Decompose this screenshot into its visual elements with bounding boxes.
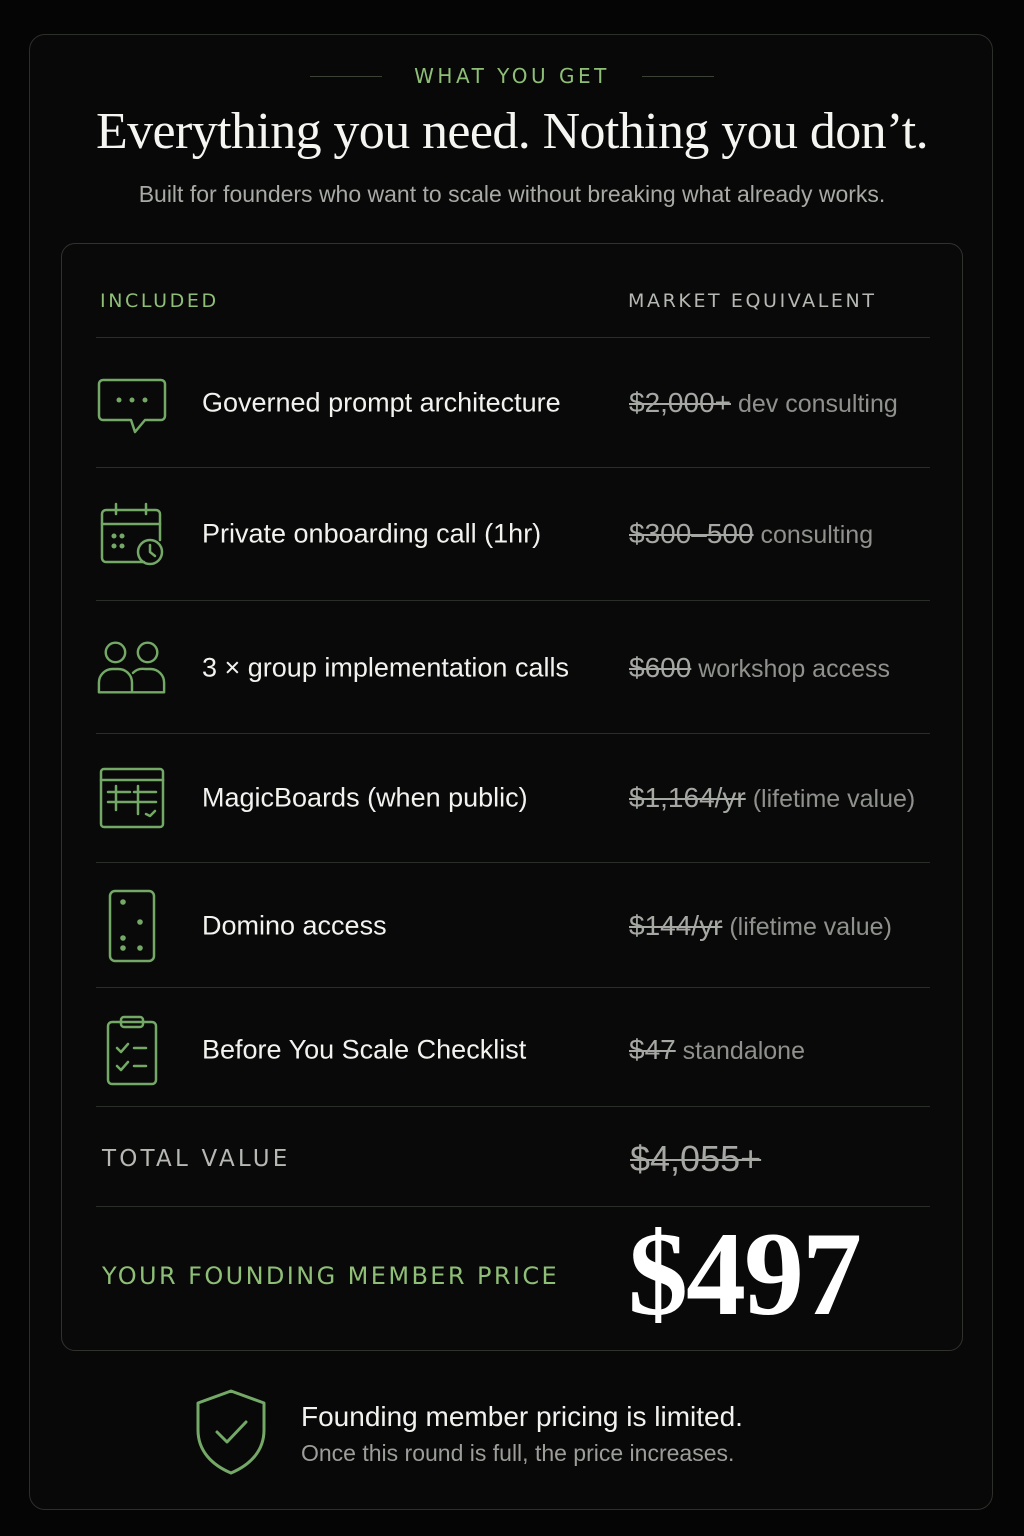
eyebrow-text: WHAT YOU GET [414, 64, 610, 88]
row-divider [96, 733, 930, 734]
founding-price-amount: $497 [628, 1207, 860, 1340]
chat-bubble-icon [96, 363, 168, 443]
market-note: consulting [753, 521, 874, 549]
market-note: (lifetime value) [745, 785, 916, 813]
calendar-clock-icon [96, 494, 168, 574]
table-row [96, 758, 930, 838]
eyebrow-line-left [310, 76, 382, 77]
market-equivalent [629, 782, 915, 814]
row-divider [96, 987, 930, 988]
market-price: $1,164/yr [629, 782, 746, 813]
page-subtitle: Built for founders who want to scale without breaking what already works. [138, 181, 886, 207]
shield-check-icon [194, 1388, 268, 1476]
founding-price-label: YOUR FOUNDING MEMBER PRICE [102, 1262, 560, 1290]
total-value-label: TOTAL VALUE [102, 1146, 291, 1172]
row-label: Governed prompt architecture [202, 387, 561, 418]
market-equivalent [629, 518, 873, 550]
eyebrow-row [0, 64, 1024, 88]
market-price: $2,000+ [629, 387, 731, 418]
market-note: dev consulting [731, 390, 898, 418]
row-label: Before You Scale Checklist [202, 1034, 527, 1065]
page-title: Everything you need. Nothing you don’t. [95, 103, 929, 160]
market-price: $144/yr [629, 910, 723, 941]
market-note: (lifetime value) [722, 913, 892, 941]
row-label: Domino access [202, 910, 387, 941]
market-equivalent [629, 387, 898, 419]
limited-pricing-subtitle: Once this round is full, the price increases. [301, 1440, 735, 1466]
board-grid-icon [96, 758, 168, 838]
market-note: standalone [675, 1037, 805, 1065]
row-divider [96, 862, 930, 863]
users-icon [96, 628, 168, 708]
market-price: $600 [629, 652, 692, 683]
domino-icon [96, 886, 168, 966]
table-row [96, 494, 930, 574]
table-row [96, 886, 930, 966]
table-row [96, 363, 930, 443]
table-row [96, 628, 930, 708]
market-note: workshop access [691, 655, 890, 683]
row-label: MagicBoards (when public) [202, 782, 528, 813]
market-price: $47 [629, 1034, 676, 1065]
column-header-included: INCLUDED [100, 290, 219, 312]
row-divider [96, 600, 930, 601]
market-price: $300–500 [629, 518, 754, 549]
row-divider [96, 337, 930, 338]
eyebrow-line-right [642, 76, 714, 77]
market-equivalent [629, 652, 890, 684]
table-row [96, 1010, 930, 1090]
column-header-market-equivalent: MARKET EQUIVALENT [628, 290, 877, 312]
market-equivalent [629, 1034, 805, 1066]
total-value-amount: $4,055+ [630, 1138, 762, 1179]
market-equivalent [629, 910, 892, 942]
row-divider [96, 467, 930, 468]
row-divider [96, 1106, 930, 1107]
limited-pricing-title: Founding member pricing is limited. [301, 1401, 743, 1432]
row-label: 3 × group implementation calls [202, 652, 569, 683]
clipboard-checklist-icon [96, 1010, 168, 1090]
row-label: Private onboarding call (1hr) [202, 518, 542, 549]
